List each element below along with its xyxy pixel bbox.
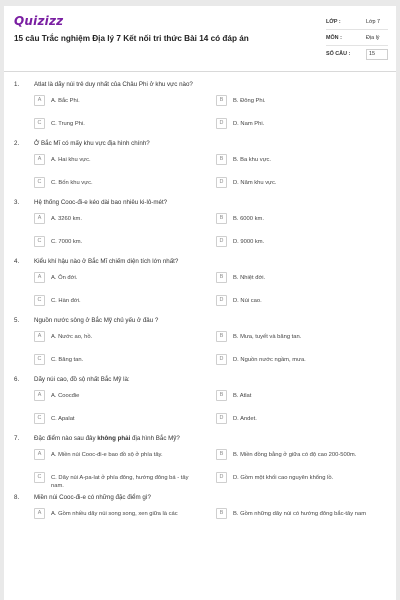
option-b[interactable] xyxy=(216,272,386,283)
option-text: B. Nhiệt đới. xyxy=(233,275,266,281)
option-text: C. Trung Phi. xyxy=(51,121,85,127)
meta-panel xyxy=(326,14,388,62)
meta-class xyxy=(326,14,388,30)
question-header xyxy=(4,78,396,91)
option-b[interactable] xyxy=(216,331,386,342)
option-letter: C xyxy=(34,472,45,483)
question-text-after: địa hình Bắc Mỹ? xyxy=(130,435,180,442)
option-row xyxy=(4,386,396,409)
option-text: A. Coocđie xyxy=(51,393,80,399)
option-a[interactable] xyxy=(34,95,199,106)
option-letter: B xyxy=(216,95,227,106)
option-b[interactable] xyxy=(216,449,386,460)
question-number: 6. xyxy=(14,376,20,383)
question-5 xyxy=(4,314,396,373)
option-letter: C xyxy=(34,236,45,247)
option-letter: B xyxy=(216,213,227,224)
option-letter: D xyxy=(216,177,227,188)
option-d[interactable] xyxy=(216,118,386,129)
option-b[interactable] xyxy=(216,213,386,224)
option-letter: A xyxy=(34,508,45,519)
option-text: B. Đông Phi. xyxy=(233,98,266,104)
option-row xyxy=(4,173,396,196)
meta-count-value: 15 xyxy=(366,49,388,60)
option-a[interactable] xyxy=(34,331,199,342)
option-text: C. Bốn khu vực. xyxy=(51,180,93,186)
option-text: C. Apalat xyxy=(51,416,75,422)
option-letter: D xyxy=(216,236,227,247)
question-1 xyxy=(4,78,396,137)
worksheet-page xyxy=(4,6,396,600)
option-a[interactable] xyxy=(34,449,199,460)
option-letter: A xyxy=(34,272,45,283)
option-c[interactable] xyxy=(34,295,199,306)
question-header xyxy=(4,137,396,150)
question-text: Dãy núi cao, đồ sộ nhất Bắc Mỹ là: xyxy=(34,376,130,383)
option-letter: C xyxy=(34,118,45,129)
question-text: Atlat là dãy núi trẻ duy nhất của Châu Phi ở khu vực nào? xyxy=(34,81,193,88)
option-letter: C xyxy=(34,413,45,424)
option-text: D. Núi cao. xyxy=(233,298,262,304)
option-letter: A xyxy=(34,390,45,401)
worksheet-title: 15 câu Trắc nghiệm Địa lý 7 Kết nối tri thức Bài 14 có đáp án xyxy=(14,34,249,43)
options xyxy=(4,445,396,491)
option-text: A. Hai khu vực. xyxy=(51,157,91,163)
option-text: A. Bắc Phi. xyxy=(51,98,80,104)
question-header xyxy=(4,196,396,209)
option-letter: D xyxy=(216,295,227,306)
option-row xyxy=(4,150,396,173)
option-row xyxy=(4,327,396,350)
option-row xyxy=(4,209,396,232)
option-letter: A xyxy=(34,213,45,224)
option-row xyxy=(4,91,396,114)
option-row xyxy=(4,268,396,291)
option-letter: C xyxy=(34,295,45,306)
question-text: Miền núi Cooc-đi-e có những đặc điểm gì? xyxy=(34,494,151,501)
option-letter: B xyxy=(216,449,227,460)
option-b[interactable] xyxy=(216,95,386,106)
option-text: B. Gồm những dãy núi có hướng đông bắc-tây nam xyxy=(233,511,367,517)
meta-subject-label: MÔN : xyxy=(326,34,342,41)
options xyxy=(4,209,396,255)
question-text xyxy=(34,435,180,442)
meta-count xyxy=(326,46,388,62)
question-text-emphasis: không phải xyxy=(97,435,131,442)
worksheet-header xyxy=(4,6,396,72)
meta-class-value: Lớp 7 xyxy=(366,18,381,25)
meta-class-label: LỚP : xyxy=(326,18,341,25)
option-letter: C xyxy=(34,354,45,365)
option-text: B. Ba khu vực. xyxy=(233,157,272,163)
option-d[interactable] xyxy=(216,472,386,483)
option-text: A. Gồm nhiều dãy núi song song, xen giữa là các xyxy=(51,511,178,517)
question-number: 3. xyxy=(14,199,20,206)
question-header xyxy=(4,491,396,504)
option-letter: A xyxy=(34,331,45,342)
question-header xyxy=(4,432,396,445)
option-letter: C xyxy=(34,177,45,188)
options xyxy=(4,386,396,432)
option-letter: D xyxy=(216,118,227,129)
option-text: A. Nước ao, hồ. xyxy=(51,334,93,340)
option-c[interactable] xyxy=(34,118,199,129)
option-row xyxy=(4,409,396,432)
question-text: Nguồn nước sông ở Bắc Mỹ chủ yếu ở đâu ? xyxy=(34,317,159,324)
option-text: C. 7000 km. xyxy=(51,239,83,245)
question-header xyxy=(4,314,396,327)
option-b[interactable] xyxy=(216,390,386,401)
option-row xyxy=(4,350,396,373)
meta-count-label: SỐ CÂU : xyxy=(326,51,351,57)
option-text: D. Andet. xyxy=(233,416,257,422)
option-letter: A xyxy=(34,95,45,106)
option-text: B. Mưa, tuyết và băng tan. xyxy=(233,334,302,340)
option-d[interactable] xyxy=(216,236,386,247)
option-letter: B xyxy=(216,154,227,165)
option-c[interactable] xyxy=(34,354,199,365)
option-text: C. Hàn đới. xyxy=(51,298,81,304)
option-text: D. Năm khu vực. xyxy=(233,180,277,186)
options xyxy=(4,504,396,527)
options xyxy=(4,327,396,373)
option-d[interactable] xyxy=(216,413,386,424)
question-7 xyxy=(4,432,396,491)
question-number: 7. xyxy=(14,435,20,442)
option-row xyxy=(4,232,396,255)
option-text: A. Ôn đới. xyxy=(51,275,78,281)
question-number: 2. xyxy=(14,140,20,147)
option-c[interactable] xyxy=(34,236,199,247)
question-text-before: Đặc điểm nào sau đây xyxy=(34,435,98,442)
option-letter: D xyxy=(216,413,227,424)
option-text: A. Miền núi Cooc-đi-e bao đồ sộ ở phía tây. xyxy=(51,452,163,458)
question-2 xyxy=(4,137,396,196)
option-c[interactable] xyxy=(34,413,199,424)
option-a[interactable] xyxy=(34,390,199,401)
option-text: A. 3260 km. xyxy=(51,216,82,222)
question-6 xyxy=(4,373,396,432)
option-letter: B xyxy=(216,508,227,519)
meta-subject-value: Địa lý xyxy=(366,34,380,41)
option-a[interactable] xyxy=(34,272,199,283)
option-a[interactable] xyxy=(34,213,199,224)
option-a[interactable] xyxy=(34,508,199,519)
question-4 xyxy=(4,255,396,314)
question-text: Ở Bắc Mĩ có mấy khu vực địa hình chính? xyxy=(34,140,150,147)
option-c[interactable] xyxy=(34,472,199,490)
option-letter: A xyxy=(34,449,45,460)
option-row xyxy=(4,504,396,527)
option-text: B. Atlat xyxy=(233,393,252,399)
question-text: Kiểu khí hậu nào ở Bắc Mĩ chiếm diện tích lớn nhất? xyxy=(34,258,179,265)
option-d[interactable] xyxy=(216,295,386,306)
option-text: D. 9000 km. xyxy=(233,239,265,245)
option-row xyxy=(4,114,396,137)
option-text: B. 6000 km. xyxy=(233,216,264,222)
question-text: Hệ thống Cooc-đi-e kéo dài bao nhiêu ki-lô-mét? xyxy=(34,199,168,206)
question-3 xyxy=(4,196,396,255)
options xyxy=(4,268,396,314)
option-row xyxy=(4,445,396,468)
meta-subject xyxy=(326,30,388,46)
option-letter: D xyxy=(216,354,227,365)
option-text: C. Dãy núi A-pa-lat ở phía đông, hướng đông bá - tây nam. xyxy=(51,475,189,489)
option-text: D. Nguồn nước ngầm, mưa. xyxy=(233,357,306,363)
option-d[interactable] xyxy=(216,354,386,365)
question-number: 4. xyxy=(14,258,20,265)
option-text: D. Gồm một khối cao nguyên khổng lồ. xyxy=(233,475,334,481)
option-letter: B xyxy=(216,331,227,342)
option-c[interactable] xyxy=(34,177,199,188)
option-letter: B xyxy=(216,272,227,283)
option-d[interactable] xyxy=(216,177,386,188)
quizizz-logo[interactable]: Quizizz xyxy=(14,14,64,28)
option-letter: B xyxy=(216,390,227,401)
option-b[interactable] xyxy=(216,508,386,519)
question-number: 8. xyxy=(14,494,20,501)
question-number: 1. xyxy=(14,81,20,88)
option-text: C. Băng tan. xyxy=(51,357,84,363)
question-list xyxy=(4,78,396,527)
option-text: B. Miền đồng bằng ở giữa có độ cao 200-500m. xyxy=(233,452,357,458)
question-8 xyxy=(4,491,396,527)
option-b[interactable] xyxy=(216,154,386,165)
option-letter: D xyxy=(216,472,227,483)
option-row xyxy=(4,468,396,491)
options xyxy=(4,91,396,137)
question-number: 5. xyxy=(14,317,20,324)
question-header xyxy=(4,373,396,386)
option-text: D. Nam Phi. xyxy=(233,121,265,127)
options xyxy=(4,150,396,196)
option-letter: A xyxy=(34,154,45,165)
option-row xyxy=(4,291,396,314)
question-header xyxy=(4,255,396,268)
option-a[interactable] xyxy=(34,154,199,165)
